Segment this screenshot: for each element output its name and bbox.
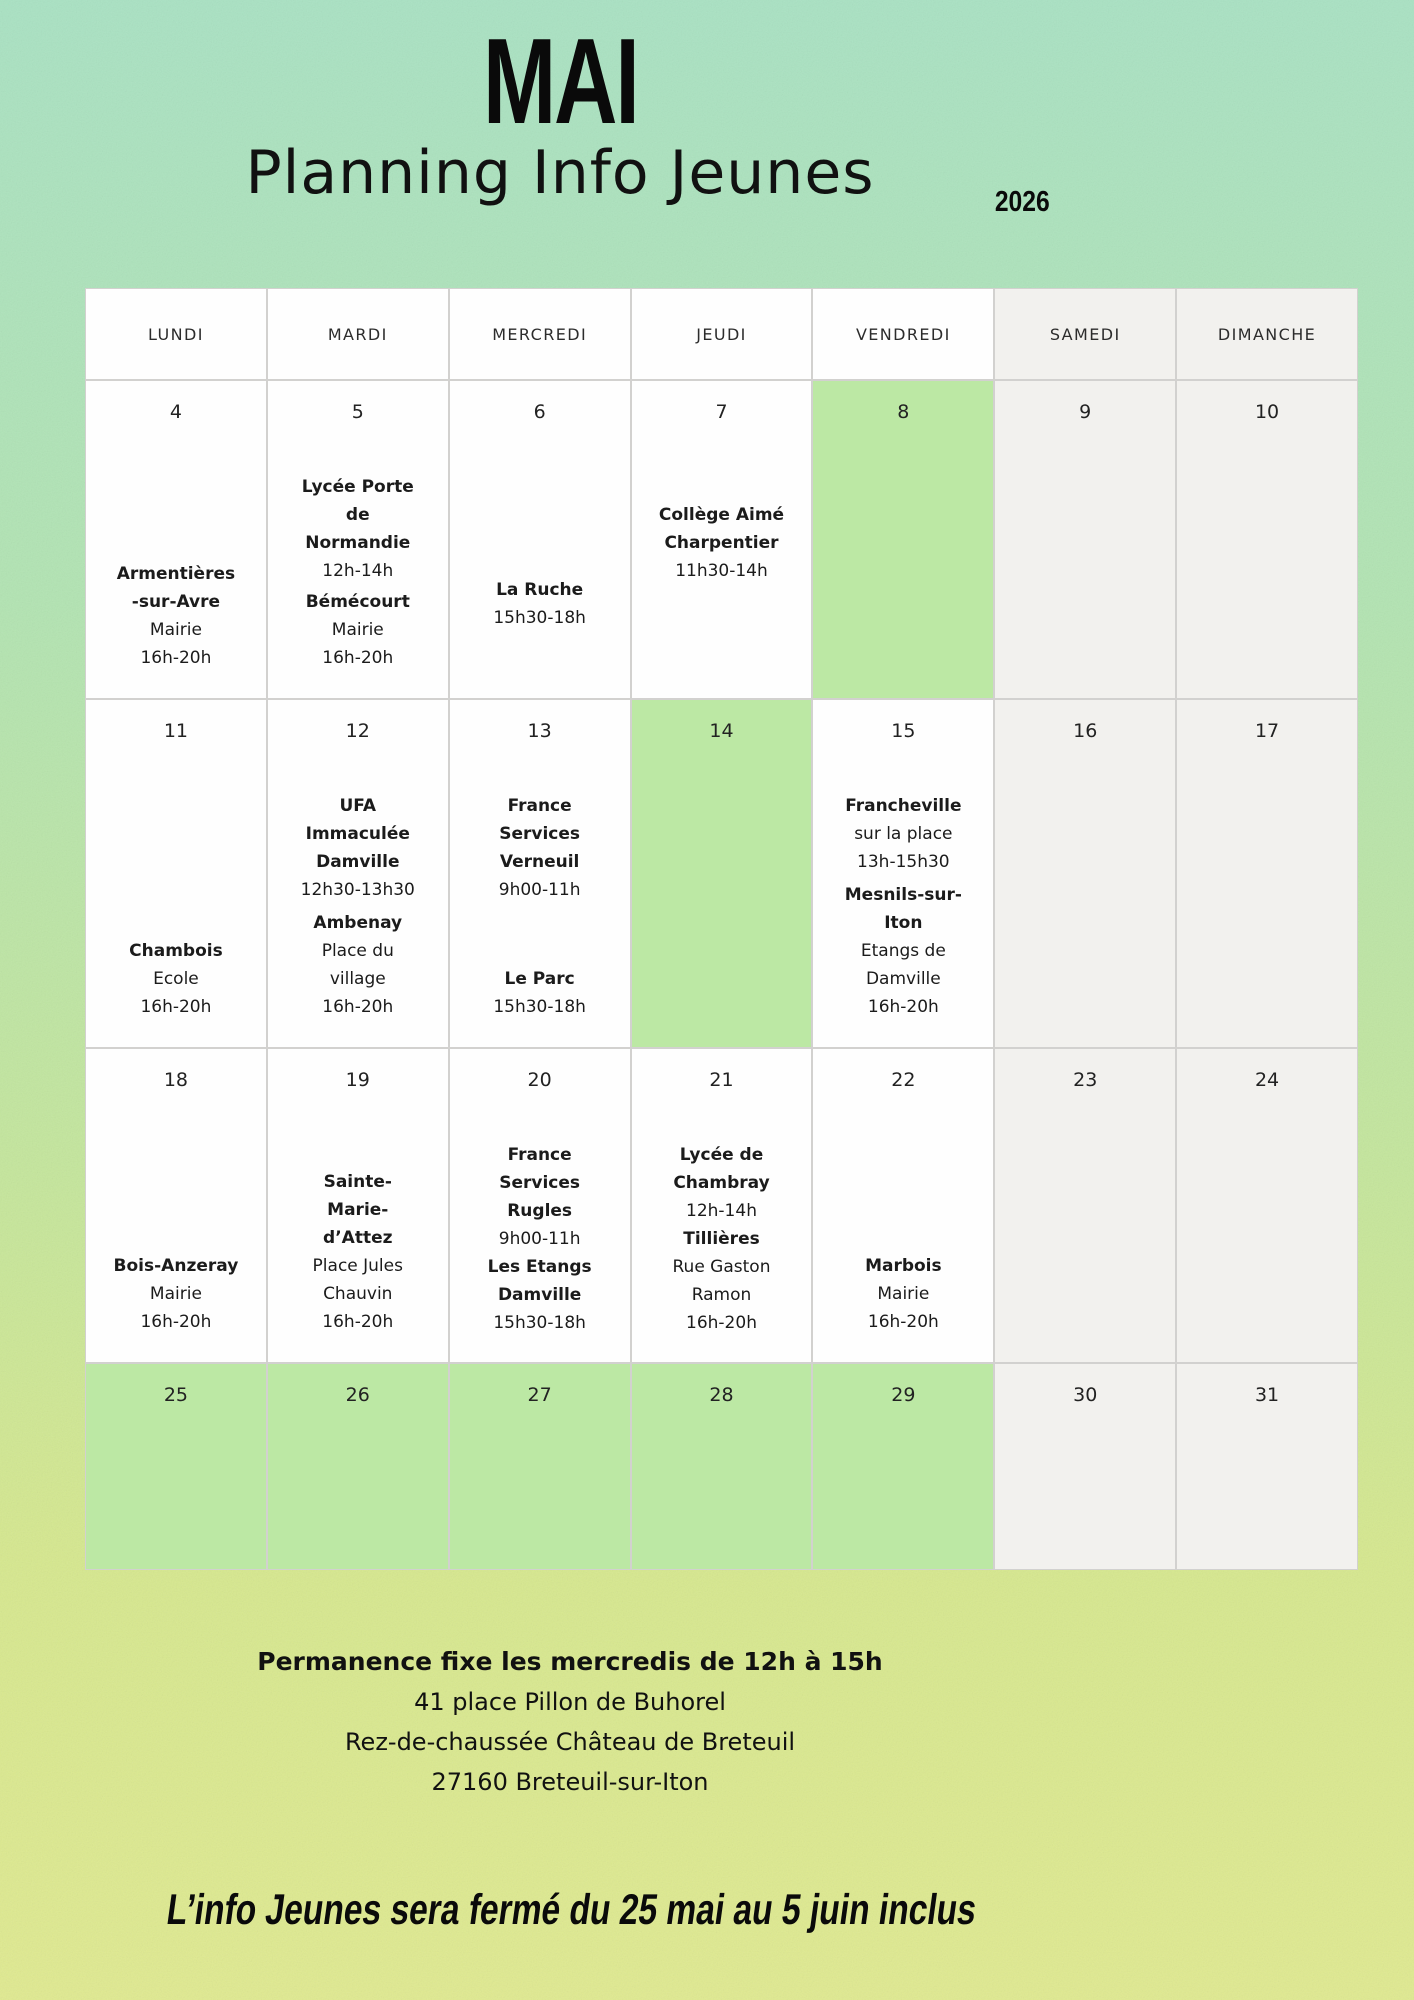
day-number: 23: [1073, 1069, 1098, 1091]
day-cell-29: [813, 1364, 993, 1569]
event-block: [268, 473, 448, 585]
event-block: [268, 1168, 448, 1336]
day-cell-24: [1177, 1049, 1357, 1362]
event-line: Collège Aimé: [658, 505, 785, 525]
event-line: Mesnils-sur-: [844, 885, 962, 905]
footer-address-line2: Rez-de-chaussée Château de Breteuil: [344, 1728, 796, 1756]
event-line: Ramon: [691, 1285, 752, 1305]
event-line: Etangs de: [860, 941, 946, 961]
day-header-mercredi: MERCREDI: [450, 289, 630, 379]
day-cell-19: [268, 1049, 448, 1362]
event-line: France: [507, 796, 572, 816]
day-header-lundi: LUNDI: [86, 289, 266, 379]
event-line: Mairie: [331, 620, 384, 640]
day-cell-31: [1177, 1364, 1357, 1569]
event-block: [86, 937, 266, 1021]
event-line: 16h-20h: [140, 1312, 212, 1332]
day-cell-25: [86, 1364, 266, 1569]
event-block: [632, 501, 812, 585]
event-line: 9h00-11h: [498, 880, 581, 900]
event-line: Services: [499, 1173, 581, 1193]
event-line: Damville: [497, 1285, 582, 1305]
event-line: Sainte-: [323, 1172, 392, 1192]
day-number: 19: [345, 1069, 370, 1091]
event-line: d’Attez: [323, 1228, 393, 1248]
day-number: 25: [163, 1384, 189, 1406]
day-cell-5: [268, 381, 448, 698]
day-cell-9: [995, 381, 1175, 698]
event-block: [450, 965, 630, 1021]
event-line: Chauvin: [323, 1284, 393, 1304]
event-line: Armentières: [116, 564, 236, 584]
day-cell-28: [632, 1364, 812, 1569]
day-cell-30: [995, 1364, 1175, 1569]
day-number: 5: [351, 401, 364, 423]
event-line: 12h-14h: [322, 561, 394, 581]
day-header-vendredi: VENDREDI: [813, 289, 993, 379]
event-line: Chambray: [673, 1173, 770, 1193]
event-line: Chambois: [129, 941, 223, 961]
event-line: Services: [499, 824, 581, 844]
event-line: 16h-20h: [140, 997, 212, 1017]
month-title: MAI: [482, 13, 638, 149]
day-number: 27: [527, 1384, 552, 1406]
day-number: 20: [527, 1069, 552, 1091]
footer-address-line3: 27160 Breteuil-sur-Iton: [431, 1768, 709, 1796]
event-line: Francheville: [845, 796, 962, 816]
day-number: 16: [1073, 720, 1098, 742]
event-block: [813, 792, 993, 876]
event-line: 11h30-14h: [675, 561, 768, 581]
day-cell-7: [632, 381, 812, 698]
day-cell-20: [450, 1049, 630, 1362]
event-line: Damville: [316, 852, 400, 872]
event-line: Ecole: [153, 969, 199, 989]
day-cell-11: [86, 700, 266, 1047]
event-line: 12h30-13h30: [300, 880, 415, 900]
day-cell-27: [450, 1364, 630, 1569]
day-cell-15: [813, 700, 993, 1047]
day-number: 14: [709, 720, 734, 742]
day-number: 10: [1254, 401, 1280, 423]
event-line: -sur-Avre: [131, 592, 221, 612]
day-header-samedi: SAMEDI: [995, 289, 1175, 379]
day-header-dimanche: DIMANCHE: [1177, 289, 1357, 379]
day-number: 18: [163, 1069, 189, 1091]
event-line: Les Etangs: [487, 1257, 592, 1277]
event-line: village: [329, 969, 386, 989]
event-line: 12h-14h: [686, 1201, 757, 1221]
closure-notice: L’info Jeunes sera fermé du 25 mai au 5 juin inclus: [164, 1886, 980, 1934]
day-cell-22: [813, 1049, 993, 1362]
day-cell-17: [1177, 700, 1357, 1047]
day-number: 7: [715, 401, 728, 423]
event-block: [450, 792, 630, 904]
event-line: France: [507, 1145, 572, 1165]
event-line: Rugles: [507, 1201, 573, 1221]
event-line: 15h30-18h: [493, 997, 586, 1017]
title-block: [0, 13, 1120, 149]
event-line: Verneuil: [499, 852, 580, 872]
event-block: [813, 1252, 993, 1336]
day-cell-13: [450, 700, 630, 1047]
event-line: Marie-: [327, 1200, 389, 1220]
day-cell-4: [86, 381, 266, 698]
day-number: 11: [163, 720, 189, 742]
day-cell-23: [995, 1049, 1175, 1362]
day-number: 21: [709, 1069, 734, 1091]
event-line: Charpentier: [664, 533, 779, 553]
day-cell-18: [86, 1049, 266, 1362]
event-line: Le Parc: [504, 969, 575, 989]
event-line: 15h30-18h: [493, 1313, 586, 1333]
event-line: Place du: [321, 941, 394, 961]
day-number: 6: [533, 401, 546, 423]
event-line: 16h-20h: [322, 1312, 394, 1332]
event-line: de: [345, 505, 370, 525]
day-number: 4: [169, 401, 182, 423]
event-line: 16h-20h: [322, 648, 394, 668]
event-block: [450, 1253, 630, 1337]
event-line: 16h-20h: [867, 1312, 939, 1332]
event-line: Marbois: [865, 1256, 942, 1276]
day-cell-8: [813, 381, 993, 698]
event-block: [86, 1252, 266, 1336]
day-number: 24: [1254, 1069, 1280, 1091]
event-line: Immaculée: [305, 824, 410, 844]
day-number: 9: [1079, 401, 1092, 423]
day-number: 30: [1073, 1384, 1098, 1406]
day-number: 12: [345, 720, 370, 742]
event-line: Normandie: [305, 533, 411, 553]
event-line: Ambenay: [313, 913, 403, 933]
event-block: [632, 1141, 812, 1225]
footer-permanence-line: Permanence fixe les mercredis de 12h à 15h: [257, 1647, 883, 1676]
event-line: 16h-20h: [322, 997, 394, 1017]
event-block: [813, 881, 993, 1021]
event-line: La Ruche: [496, 580, 584, 600]
event-line: Damville: [865, 969, 941, 989]
event-line: Place Jules: [312, 1256, 403, 1276]
event-block: [450, 1141, 630, 1253]
event-block: [268, 909, 448, 1021]
event-block: [450, 576, 630, 632]
day-header-jeudi: JEUDI: [632, 289, 812, 379]
event-block: [268, 588, 448, 672]
day-cell-16: [995, 700, 1175, 1047]
day-number: 31: [1254, 1384, 1280, 1406]
event-line: Mairie: [149, 620, 202, 640]
event-line: 13h-15h30: [857, 852, 950, 872]
event-line: 16h-20h: [140, 648, 212, 668]
day-cell-12: [268, 700, 448, 1047]
year-label: 2026: [994, 186, 1050, 218]
event-line: 16h-20h: [686, 1313, 757, 1333]
day-number: 28: [709, 1384, 734, 1406]
day-number: 13: [527, 720, 552, 742]
footer-address-line1: 41 place Pillon de Buhorel: [414, 1688, 726, 1716]
event-line: Rue Gaston: [672, 1257, 771, 1277]
event-line: Mairie: [149, 1284, 202, 1304]
event-line: 15h30-18h: [493, 608, 586, 628]
day-number: 17: [1254, 720, 1280, 742]
day-number: 15: [891, 720, 916, 742]
event-line: Tillières: [683, 1229, 760, 1249]
day-header-mardi: MARDI: [268, 289, 448, 379]
event-line: UFA: [339, 796, 377, 816]
event-line: sur la place: [854, 824, 953, 844]
event-line: Bémécourt: [305, 592, 410, 612]
event-line: Iton: [884, 913, 923, 933]
event-line: Mairie: [877, 1284, 930, 1304]
calendar-grid: [85, 288, 1358, 1570]
event-line: 9h00-11h: [498, 1229, 581, 1249]
event-block: [632, 1225, 812, 1337]
day-cell-14: [632, 700, 812, 1047]
event-line: 16h-20h: [867, 997, 939, 1017]
day-number: 29: [891, 1384, 916, 1406]
day-cell-21: [632, 1049, 812, 1362]
event-line: Lycée de: [679, 1145, 764, 1165]
day-cell-10: [1177, 381, 1357, 698]
day-number: 22: [891, 1069, 916, 1091]
day-number: 26: [345, 1384, 370, 1406]
footer-block: [0, 1642, 1140, 1802]
event-block: [268, 792, 448, 904]
event-line: Bois-Anzeray: [113, 1256, 239, 1276]
poster-subtitle: Planning Info Jeunes: [245, 138, 875, 208]
day-cell-26: [268, 1364, 448, 1569]
event-block: [86, 560, 266, 672]
day-number: 8: [897, 401, 910, 423]
day-cell-6: [450, 381, 630, 698]
event-line: Lycée Porte: [301, 477, 414, 497]
